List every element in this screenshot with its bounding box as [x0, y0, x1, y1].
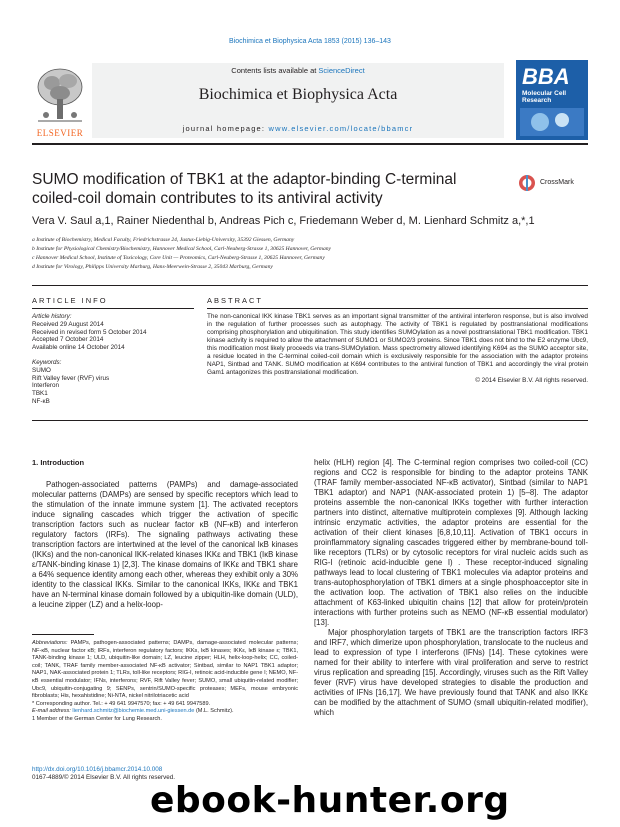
history-revised: Received in revised form 5 October 2014 — [32, 328, 147, 336]
email-label: E-mail address: — [32, 708, 71, 715]
journal-cover[interactable] — [516, 60, 588, 140]
cover-subtitle: Molecular Cell Research — [522, 90, 567, 104]
history-label: Article history: — [32, 313, 72, 320]
affiliation-c: c Hannover Medical School, Institute of Toxicology, Core Unit — Proteomics, Carl-Neuberg-Strasse 1, 30625 Hannover, Germany — [32, 255, 325, 261]
journal-title: Biochimica et Biophysica Acta — [198, 86, 398, 103]
history-received: Received 29 August 2014 — [32, 320, 104, 328]
article-info-heading: ARTICLE INFO — [32, 296, 108, 305]
abstract-heading: ABSTRACT — [207, 296, 264, 305]
abstract-text: The non-canonical IKK kinase TBK1 serves as an important signal transmitter of the antiviral interferon response, but is also involved in the regulation of further processes such as autophagy. The activity of TBK1 is regulated by posttranslational modifications comprising phosphorylation and ubiquitination. This study identifies SUMOylation as a novel posttranslational TBK1 modification. TBK1 kinase activity is required to allow the attachment of SUMO1 or SUMO2/3 proteins. Since TBK1 does not bind to the E2 enzyme Ubc9, this modification most likely proceeds via trans-SUMOylation. Mass spectrometry allowed identifying K694 as the SUMO acceptor site, a residue located in the C-terminal coiled-coil domain which is exclusively responsible for the association with the adaptor proteins NAP1, Sintbad and TANK. SUMO modification at K694 contributes to the antiviral function of TBK1 and accordingly the viral protein Gam1 antagonizes this posttranslational modification. — [207, 313, 588, 376]
footnote-rule — [32, 634, 94, 635]
elsevier-wordmark: ELSEVIER — [36, 128, 84, 138]
abbreviations-text: PAMPs, pathogen-associated patterns; DAMPs, damage-associated molecular patterns; NF-κB, nuclear factor κB; IRFs, interferon regulatory factors; IKKs, IκB kinases; IKKε, IκB kinase ε; TBK1, TANK-binding kinase 1; ULD, ubiquitin-like domain; LZ, leucine zipper; HLH, helix-loop-helix; CC, coiled-coil; TANK, TRAF family member-associated NF-κB activator; Sintbad, similar to NAP1 TBK1 adaptor; NAP1, NAK-associated protein 1; TLRs, toll-like receptors; RIG-I, retinoic acid-inducible gene I; NEMO, NF-κB essential modulator; IFNs, interferons; RVF, Rift Valley fever; SUMO, small ubiquitin-related modifier; Ubc9, ubiquitin-conjugating 9; SENPs, sentrin/SUMO-specific proteases; MEFs, mouse embryonic fibroblasts; His, hexahistidine; Ni-NTA, nickel nitrilotriacetic acid — [32, 640, 298, 700]
history-accepted: Accepted 7 October 2014 — [32, 336, 104, 344]
homepage-link[interactable]: www.elsevier.com/locate/bbamcr — [268, 124, 414, 133]
abbreviations-footnote — [32, 640, 298, 701]
affiliations — [32, 236, 588, 272]
intro-left-column: Pathogen-associated patterns (PAMPs) and damage-associated molecular patterns (DAMPs) are sensed by specific receptors which lead to the stimulation of the innate immune system [1]. The activated receptors induce signaling cascades which trigger the activation of specific transcription factors such as nuclear factor κB (NF-κB) and interferon regulatory factors (IRFs). The signaling pathways activating these transcription factors are intertwined at the level of the canonical IκB kinases (IKKs) and the non-canonical IKK-related kinases IKKε and TBK1 (IκB kinase ε/TANK-binding kinase 1) [2,3]. The kinase domains of IKKε and TBK1 share a 64% sequence identity among each other, whereas they exhibit only a 30% identity to the classical IKKs. Similar to the canonical IKKs, IKKε and TBK1 have an N-terminal kinase domain followed by a ubiquitin-like domain (ULD), a leucine zipper (LZ) and a helix-loop- — [32, 480, 298, 609]
keyword-item: TBK1 — [32, 390, 48, 398]
elsevier-logo — [32, 63, 88, 138]
intro-paragraph: helix (HLH) region [4]. The C-terminal region comprises two coiled-coil (CC) regions and CC2 is responsible for binding to the adaptor proteins TANK (TRAF family member-associated NF-κB activator), Sintbad (similar to NAP1 TBK1 adaptor) and NAP1 (NAK-associated protein 1) [5–8]. The adaptor proteins assemble the non-canonical IKKs together with further interaction partners into distinct, alternative multiprotein complexes [9]. Although lacking intrinsic enzymatic activities, the adaptor proteins are essential for the activation of their client kinases [6,8,10,11]. Activation of TBK1 occurs in proinflammatory signaling cascades triggered either by membrane-bound toll-like receptors (TLRs) or by cytosolic receptors for viral nucleic acids such as RIG-I (retinoic acid-inducible gene I) . These receptor-induced signaling pathways lead to local clustering of TBK1 molecules via adaptor proteins and trans-autophosphorylation of TBK1 dimers at a single phosphoacceptor site in the activation loop. The activation of TBK1 also relies on the inducible attachment of K63-linked ubiquitin chains [12] that allow for protein/protein interactions with further proteins such as NEMO (NF-κB essential modulator) [13]. — [314, 458, 588, 627]
keyword-item: Rift Valley fever (RVF) virus — [32, 374, 110, 382]
contents-prefix: Contents lists available at — [231, 66, 319, 75]
keyword-item: Interferon — [32, 382, 59, 390]
sciencedirect-link[interactable]: ScienceDirect — [318, 66, 365, 75]
keywords-label: Keywords: — [32, 358, 62, 366]
introduction-heading: 1. Introduction — [32, 458, 85, 467]
abstract-rule — [207, 308, 588, 309]
intro-paragraph: Major phosphorylation targets of TBK1 are the transcription factors IRF3 and IRF7, which dimerize upon phosphorylation, translocate to the nucleus and lead to expression of type I interferons (IFNs) [14]. These cytokines were named for their ability to interfere with viral proliferation and serve to restrict virus replication and spreading [15]. Accordingly, viruses such as the Rift Valley fever (RVF) virus have developed strategies to disable the production and activities of IFNs [16,17]. We have previously found that TANK and also IKKε can be modified by the attachment of SUMO (small ubiquitin-related modifier), which — [314, 628, 588, 717]
affiliation-rule — [32, 285, 588, 286]
header-rule — [32, 143, 588, 145]
article-info — [32, 313, 194, 406]
email-footnote — [32, 708, 298, 716]
contents-line — [92, 66, 504, 75]
affiliation-b: b Institute for Physiological Chemistry/Biochemistry, Hannover Medical School, Carl-Neuberg-Strasse 1, 30625 Hannover, Germany — [32, 246, 332, 252]
keyword-item: NF-κB — [32, 397, 50, 405]
crossmark-badge[interactable] — [518, 174, 598, 194]
issn-line: 0167-4889/© 2014 Elsevier B.V. All rights reserved. — [32, 774, 176, 781]
crossmark-icon — [518, 174, 536, 192]
journal-reference[interactable]: Biochimica et Biophysica Acta 1853 (2015) 136–143 — [229, 38, 391, 45]
footnotes — [32, 640, 298, 724]
keyword-item: SUMO — [32, 366, 51, 374]
member-footnote: 1 Member of the German Center for Lung Research. — [32, 715, 162, 722]
corresponding-author: * Corresponding author. Tel.: + 49 641 9947570; fax: + 49 641 9947589. — [32, 700, 211, 707]
affiliation-a: a Institute of Biochemistry, Medical Faculty, Friedrichstrasse 24, Justus-Liebig-University, 35392 Giessen, Germany — [32, 237, 295, 243]
article-title: SUMO modification of TBK1 at the adaptor-binding C-terminal coiled-coil domain contributes to its antiviral activity — [32, 171, 457, 207]
abstract-end-rule — [32, 420, 588, 421]
affiliation-d: d Institute for Virology, Philipps University Marburg, Hans-Meerwein-Strasse 2, 35043 Marburg, Germany — [32, 264, 273, 270]
email-suffix: (M.L. Schmitz). — [194, 708, 234, 715]
homepage-prefix: journal homepage: — [182, 124, 269, 133]
journal-homepage — [92, 124, 504, 133]
watermark: ebook-hunter.org — [150, 780, 510, 821]
abstract-copyright: © 2014 Elsevier B.V. All rights reserved. — [475, 377, 588, 384]
author-list: Vera V. Saul a,1, Rainer Niedenthal b, Andreas Pich c, Friedemann Weber d, M. Lienhard Schmitz a,*,1 — [32, 215, 535, 227]
abbreviations-label: Abbreviations: — [32, 640, 68, 646]
article-info-rule — [32, 308, 194, 309]
cover-image-icon — [516, 106, 588, 140]
cover-title: BBA — [522, 64, 570, 89]
email-link[interactable]: lienhard.schmitz@biochemie.med.uni-giessen.de — [72, 708, 195, 715]
history-online: Available online 14 October 2014 — [32, 344, 125, 352]
crossmark-label: CrossMark — [540, 179, 574, 186]
doi-link[interactable]: http://dx.doi.org/10.1016/j.bbamcr.2014.10.008 — [32, 766, 163, 773]
intro-right-column — [314, 458, 588, 718]
abstract-body — [207, 313, 588, 385]
elsevier-tree-icon — [32, 63, 88, 125]
